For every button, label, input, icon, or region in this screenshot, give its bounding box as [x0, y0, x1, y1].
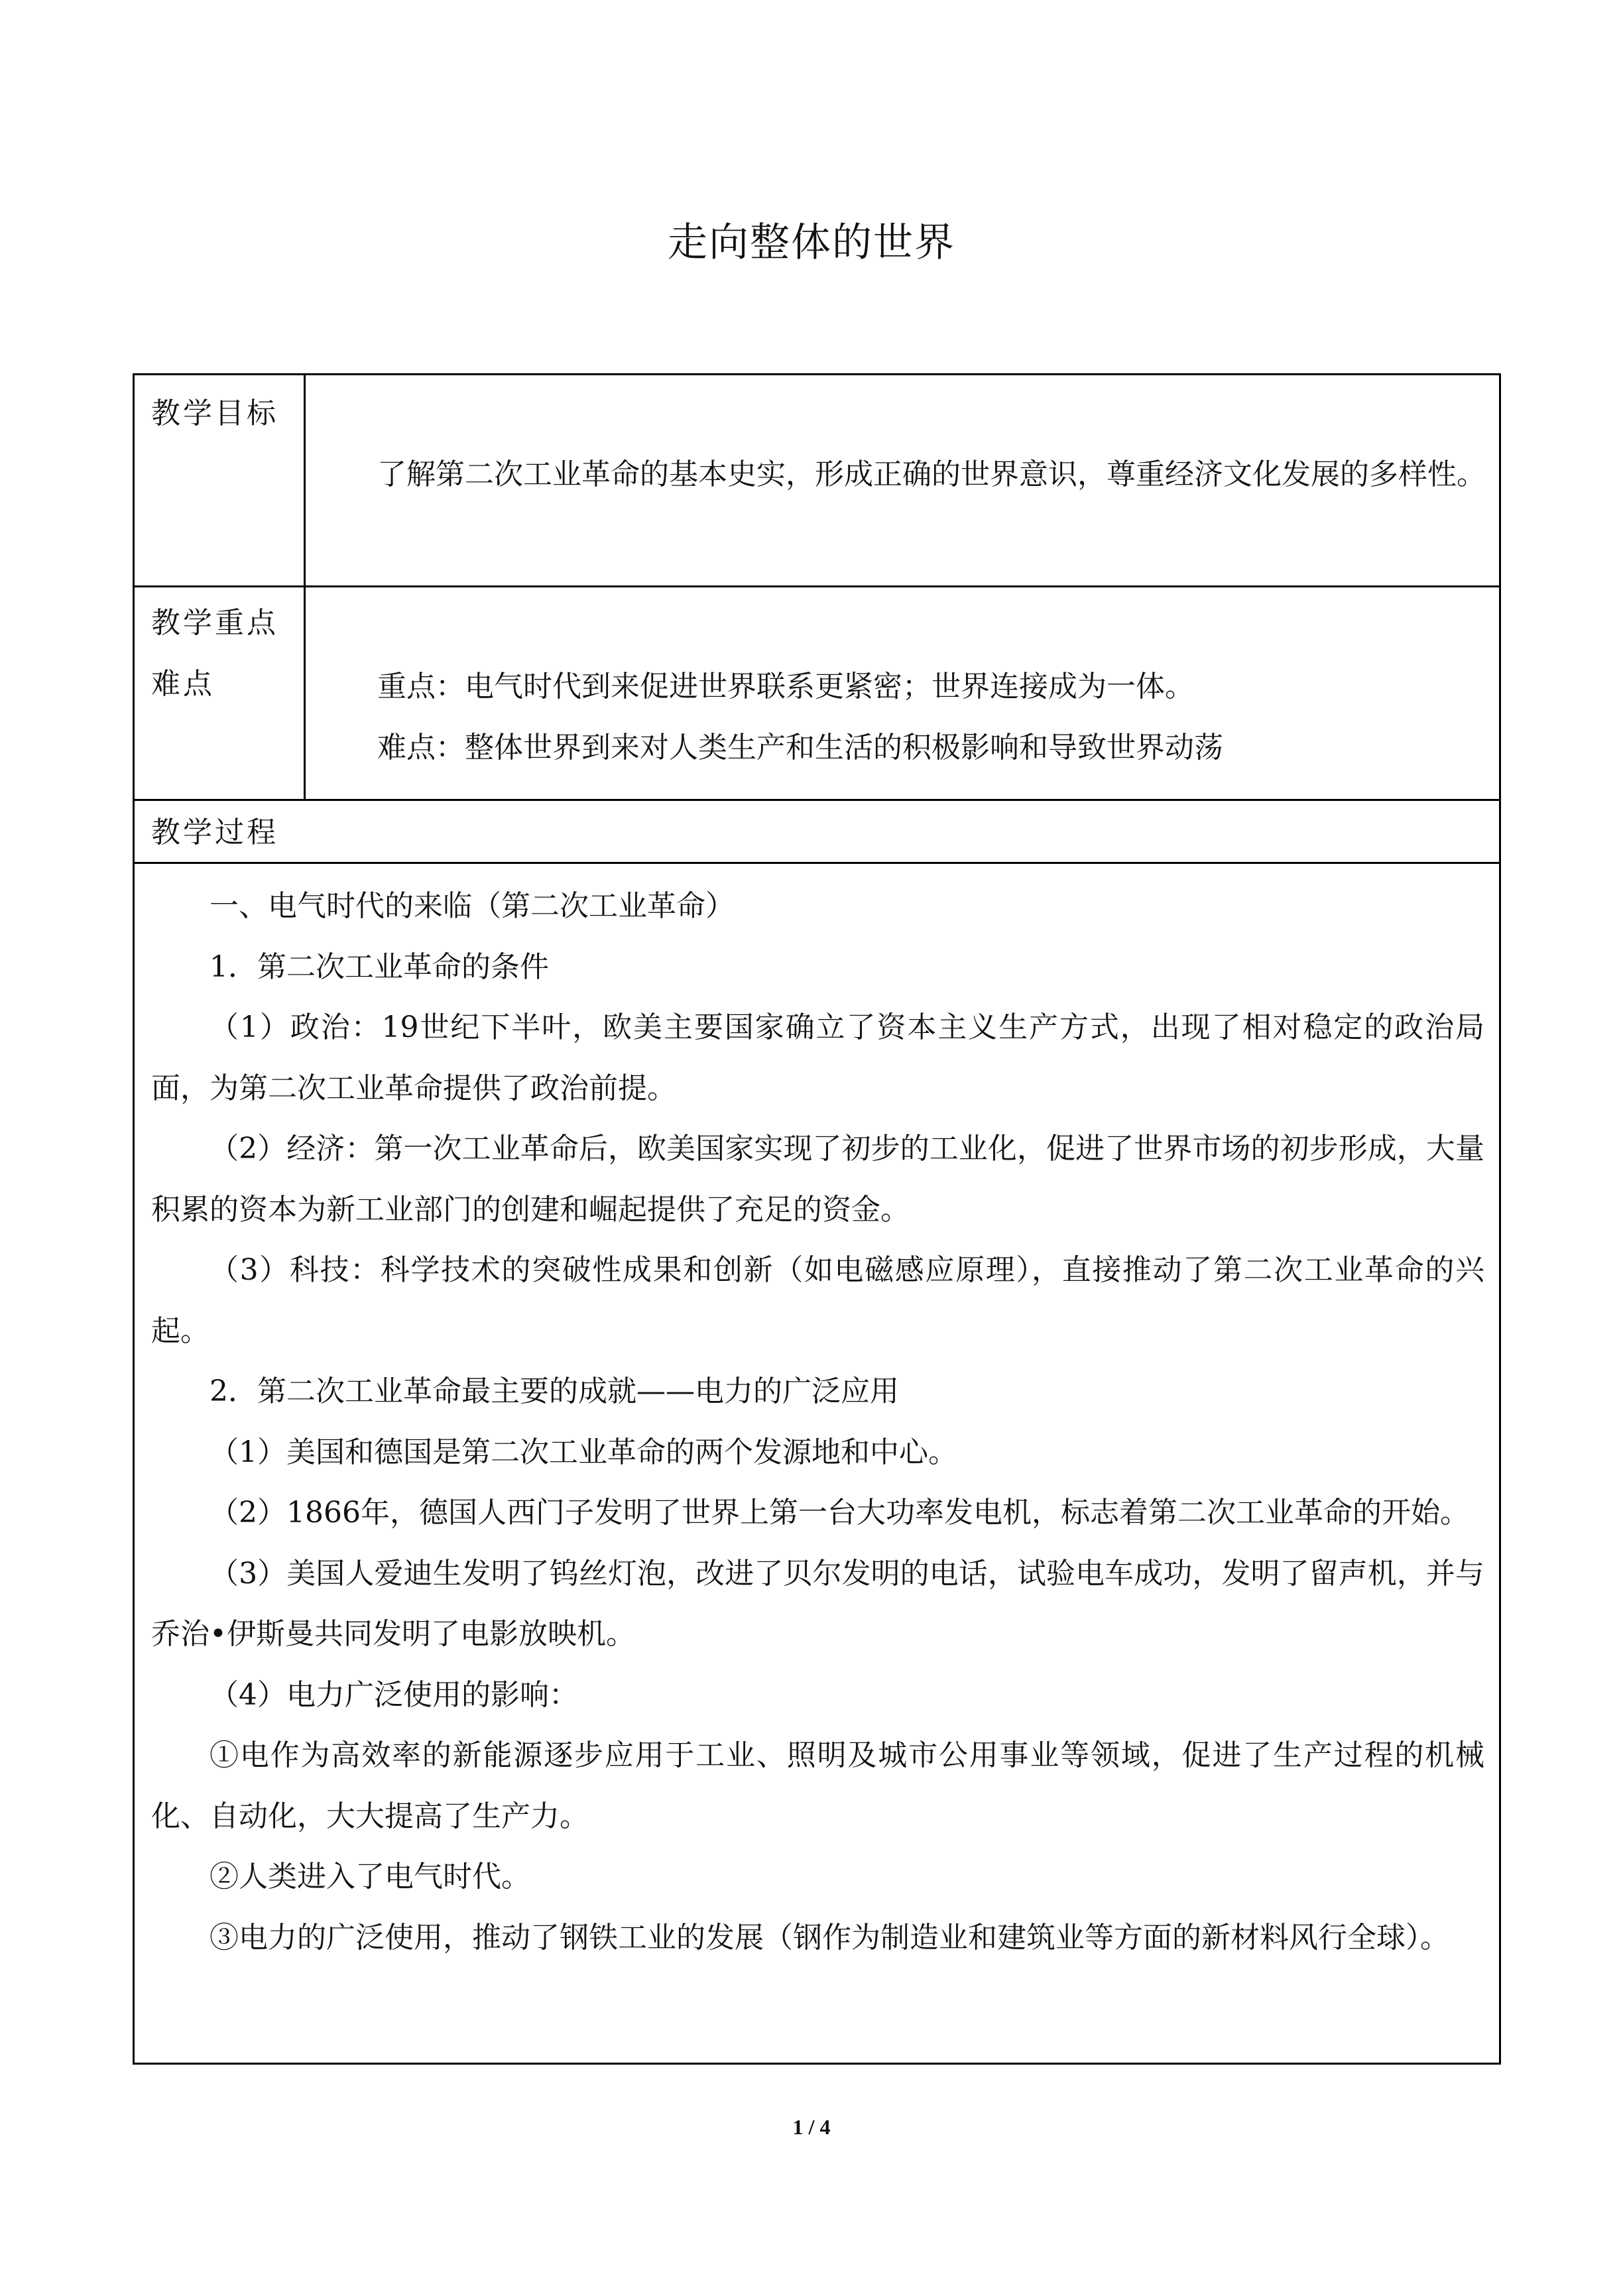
- subsection-heading: 2．第二次工业革命最主要的成就——电力的广泛应用: [210, 1374, 899, 1408]
- body-paragraph: （3）科技：科学技术的突破性成果和创新（如电磁感应原理），直接推动了第二次工业革命的兴起。: [151, 1253, 1484, 1348]
- body-paragraph: （3）美国人爱迪生发明了钨丝灯泡，改进了贝尔发明的电话，试验电车成功，发明了留声机，并与乔治•伊斯曼共同发明了电影放映机。: [151, 1556, 1484, 1651]
- body-paragraph: （2）1866年，德国人西门子发明了世界上第一台大功率发电机，标志着第二次工业革命的开始。: [210, 1496, 1469, 1530]
- subsection-heading: 1．第二次工业革命的条件: [210, 949, 549, 984]
- body-paragraph: （2）经济：第一次工业革命后，欧美国家实现了初步的工业化，促进了世界市场的初步形成，大量积累的资本为新工业部门的创建和崛起提供了充足的资金。: [151, 1132, 1484, 1227]
- body-paragraph: （4）电力广泛使用的影响：: [210, 1677, 578, 1712]
- process-label: 教学过程: [151, 816, 278, 849]
- document-title: 走向整体的世界: [668, 219, 955, 266]
- row-process-header: [135, 801, 1499, 864]
- body-paragraph: ③电力的广泛使用，推动了钢铁工业的发展（钢作为制造业和建筑业等方面的新材料风行全球）。: [210, 1920, 1449, 1955]
- key-points-label: 教学重点难点: [151, 606, 278, 701]
- row-key-points: [135, 587, 1499, 801]
- body-paragraph: ②人类进入了电气时代。: [210, 1860, 530, 1894]
- body-paragraph: （1）政治：19世纪下半叶，欧美主要国家确立了资本主义生产方式，出现了相对稳定的政治局面，为第二次工业革命提供了政治前提。: [151, 1010, 1484, 1105]
- section-heading: 一、电气时代的来临（第二次工业革命）: [210, 889, 735, 923]
- objectives-label: 教学目标: [151, 396, 278, 430]
- objectives-content-cell: [306, 375, 1499, 585]
- row-objectives: [135, 375, 1499, 587]
- key-point-text: 重点：电气时代到来促进世界联系更紧密；世界连接成为一体。: [377, 670, 1194, 703]
- process-body: [151, 876, 1484, 1968]
- page-number: 1 / 4: [792, 2115, 831, 2139]
- body-paragraph: （1）美国和德国是第二次工业革命的两个发源地和中心。: [210, 1435, 957, 1469]
- objectives-label-cell: [135, 375, 306, 585]
- body-paragraph: ①电作为高效率的新能源逐步应用于工业、照明及城市公用事业等领域，促进了生产过程的机械化、自动化，大大提高了生产力。: [151, 1738, 1484, 1833]
- row-process-body: [135, 864, 1499, 2063]
- key-points-content-cell: [306, 587, 1499, 799]
- key-points-label-cell: [135, 587, 306, 799]
- difficulty-text: 难点：整体世界到来对人类生产和生活的积极影响和导致世界动荡: [377, 731, 1223, 764]
- objectives-text: 了解第二次工业革命的基本史实，形成正确的世界意识，尊重经济文化发展的多样性。: [377, 457, 1486, 491]
- lesson-plan-table: [133, 373, 1501, 2065]
